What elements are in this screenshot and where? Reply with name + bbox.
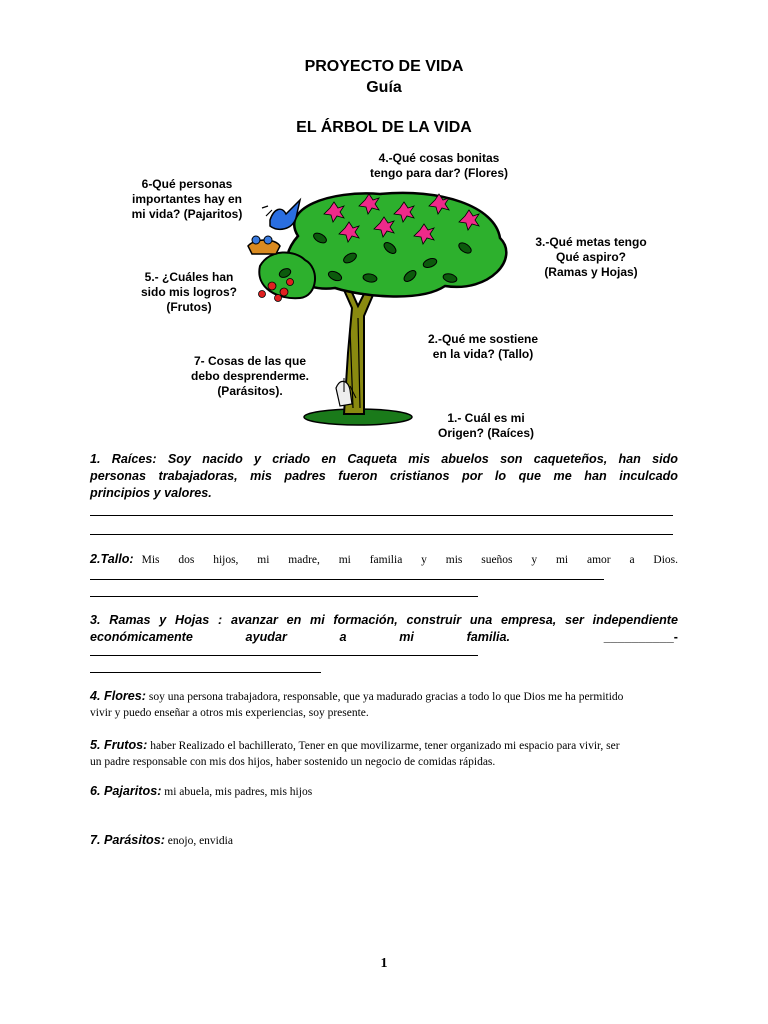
label-ramas-hojas: [516, 235, 666, 280]
label-line: (Ramas y Hojas): [544, 265, 638, 279]
label-line: Qué aspiro?: [555, 250, 626, 264]
label-line: en la vida? (Tallo): [432, 347, 534, 361]
section-text: un padre responsable con mis dos hijos, haber sostenido un negocio de comidas rápidas.: [90, 756, 496, 768]
section-heading: 5. Frutos:: [90, 738, 148, 752]
section-ramas-line2: [90, 629, 678, 646]
label-line: 6-Qué personas: [141, 177, 233, 191]
tree-title: EL ÁRBOL DE LA VIDA: [296, 119, 472, 136]
label-line: 1.- Cuál es mi: [447, 411, 525, 425]
section-text: haber Realizado el bachillerato, Tener en que movilizarme, tener organizado mi espacio para vivir, ser: [147, 740, 620, 752]
section-text: enojo, envidia: [164, 835, 233, 847]
section-heading: 2.Tallo:: [90, 552, 134, 566]
section-text: Soy nacido y criado en Caqueta mis abuelos son caqueteños, han sido: [156, 452, 678, 466]
label-line: (Frutos): [166, 300, 212, 314]
page-number: 1: [380, 956, 388, 971]
label-line: 2.-Qué me sostiene: [427, 332, 539, 346]
label-line: sido mis logros?: [140, 285, 237, 299]
section-text: vivir y puedo enseñar a otros mis experiencias, soy presente.: [90, 707, 369, 719]
label-frutos: [120, 270, 258, 315]
label-pajaritos: [113, 177, 261, 222]
section-raices-line1: [90, 451, 678, 468]
label-line: Origen? (Raíces): [437, 426, 535, 440]
section-raices-line2: personas trabajadoras, mis padres fueron cristianos por lo que me han inculcado: [90, 469, 678, 483]
label-parasitos: [175, 354, 325, 399]
section-text: Mis dos hijos, mi madre, mi familia y mis sueños y mi amor a Dios.: [141, 554, 678, 566]
answer-line: [90, 655, 478, 656]
section-tallo: [90, 551, 678, 569]
section-frutos: [90, 737, 678, 770]
section-ramas-line1: 3. Ramas y Hojas : avanzar en mi formación, construir una empresa, ser independiente: [90, 613, 678, 627]
answer-line: [90, 579, 604, 580]
label-line: 5.- ¿Cuáles han: [144, 270, 234, 284]
section-heading: 6. Pajaritos:: [90, 784, 162, 798]
label-line: debo desprenderme.: [190, 369, 310, 383]
label-tallo: [408, 332, 558, 362]
section-raices-line3: principios y valores.: [90, 486, 212, 500]
section-text: soy una persona trabajadora, responsable, que ya madurado gracias a todo lo que Dios me ha permitido: [146, 691, 624, 703]
section-flores: [90, 688, 678, 721]
blank-line: __________-: [603, 630, 678, 644]
label-line: tengo para dar? (Flores): [369, 166, 509, 180]
label-line: 4.-Qué cosas bonitas: [378, 151, 500, 165]
label-raices: [420, 411, 552, 441]
answer-line: [90, 672, 321, 673]
document-subtitle: Guía: [366, 79, 402, 96]
label-line: 3.-Qué metas tengo: [535, 235, 647, 249]
section-heading: 1. Raíces:: [90, 452, 157, 466]
section-heading: 4. Flores:: [90, 689, 146, 703]
section-pajaritos: [90, 783, 678, 800]
answer-line: [90, 515, 673, 516]
answer-line: [90, 534, 673, 535]
section-text: mi abuela, mis padres, mis hijos: [161, 786, 313, 798]
section-heading: 7. Parásitos:: [90, 833, 165, 847]
label-line: importantes hay en: [131, 192, 243, 206]
label-flores: [355, 151, 523, 181]
label-line: (Parásitos).: [217, 384, 283, 398]
section-parasitos: [90, 832, 678, 849]
answer-line: [90, 596, 478, 597]
label-line: mi vida? (Pajaritos): [131, 207, 243, 221]
document-title: PROYECTO DE VIDA: [304, 58, 464, 75]
label-line: 7- Cosas de las que: [193, 354, 307, 368]
section-text: económicamente ayudar a mi familia.: [90, 630, 510, 644]
